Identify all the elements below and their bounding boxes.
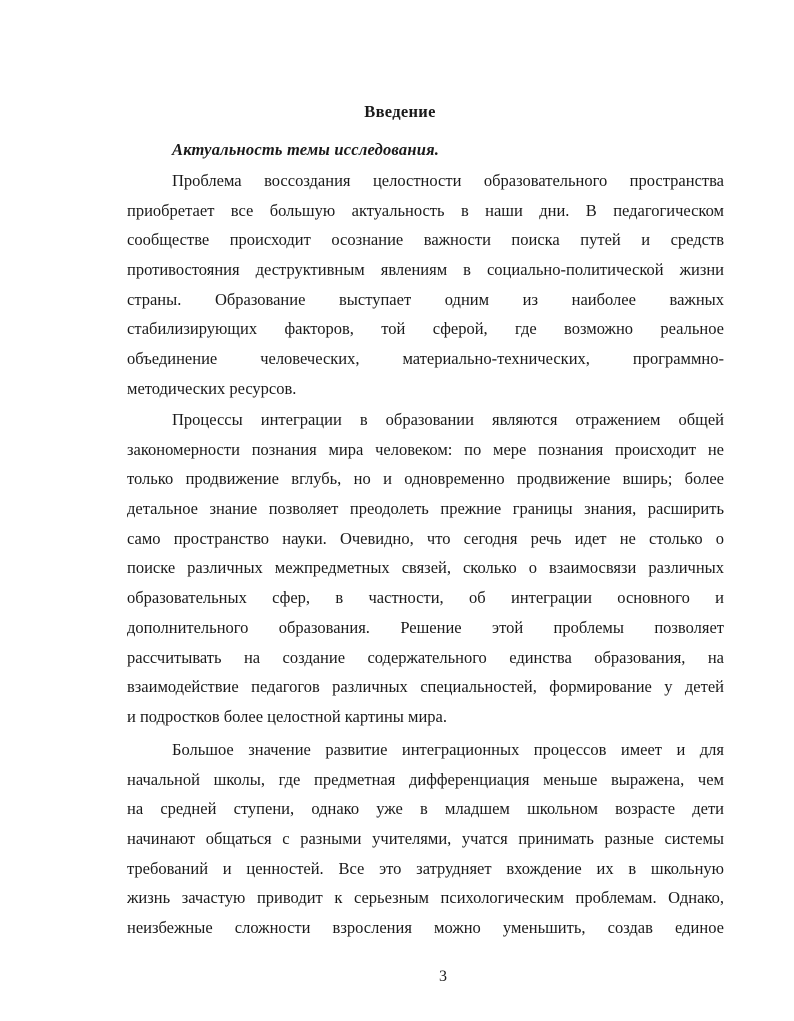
paragraph-line: на средней ступени, однако уже в младшем школьном возрасте дети	[127, 799, 724, 819]
paragraph-line: Проблема воссоздания целостности образовательного пространства	[172, 171, 724, 190]
paragraph-line: стабилизирующих факторов, той сферой, где возможно реальное	[127, 319, 724, 339]
paragraph-line: само пространство науки. Очевидно, что сегодня речь идет не столько о	[127, 528, 724, 548]
paragraph-line: противостояния деструктивным явлениям в социально-политической жизни	[127, 260, 724, 280]
paragraph-line: и подростков более целостной картины мира.	[127, 706, 447, 726]
paragraph-1	[127, 166, 724, 404]
paragraph-line: страны. Образование выступает одним из наиболее важных	[127, 289, 724, 309]
paragraph-line: детальное знание позволяет преодолеть прежние границы знания, расширить	[127, 499, 724, 519]
paragraph-3	[127, 735, 724, 943]
paragraph-line: поиске различных межпредметных связей, сколько о взаимосвязи различных	[127, 558, 724, 578]
paragraph-line: только продвижение вглубь, но и одновременно продвижение вширь; более	[127, 469, 724, 489]
section-title: Введение	[364, 102, 436, 121]
paragraph-2	[127, 405, 724, 732]
paragraph-line: Процессы интеграции в образовании являются отражением общей	[172, 410, 724, 429]
paragraph-line: жизнь зачастую приводит к серьезным психологическим проблемам. Однако,	[127, 888, 724, 908]
paragraph-line: дополнительного образования. Решение этой проблемы позволяет	[127, 617, 724, 637]
paragraph-line: закономерности познания мира человеком: по мере познания происходит не	[127, 439, 724, 459]
paragraph-line: сообществе происходит осознание важности поиска путей и средств	[127, 230, 724, 250]
paragraph-line: начинают общаться с разными учителями, учатся принимать разные системы	[127, 829, 724, 849]
paragraph-line: взаимодействие педагогов различных специальностей, формирование у детей	[127, 677, 724, 697]
paragraph-line: рассчитывать на создание содержательного единства образования, на	[127, 647, 724, 667]
page-number: 3	[439, 968, 447, 985]
paragraph-line: методических ресурсов.	[127, 378, 297, 398]
paragraph-line: образовательных сфер, в частности, об интеграции основного и	[127, 588, 724, 608]
paragraph-line: неизбежные сложности взросления можно уменьшить, создав единое	[127, 918, 724, 938]
paragraph-line: Большое значение развитие интеграционных процессов имеет и для	[172, 740, 724, 759]
section-subtitle: Актуальность темы исследования.	[172, 140, 440, 159]
paragraph-line: требований и ценностей. Все это затрудняет вхождение их в школьную	[127, 858, 724, 878]
paragraph-line: начальной школы, где предметная дифференциация меньше выражена, чем	[127, 769, 724, 789]
paragraph-line: объединение человеческих, материально-технических, программно-	[127, 349, 724, 369]
paragraph-line: приобретает все большую актуальность в наши дни. В педагогическом	[127, 200, 724, 220]
